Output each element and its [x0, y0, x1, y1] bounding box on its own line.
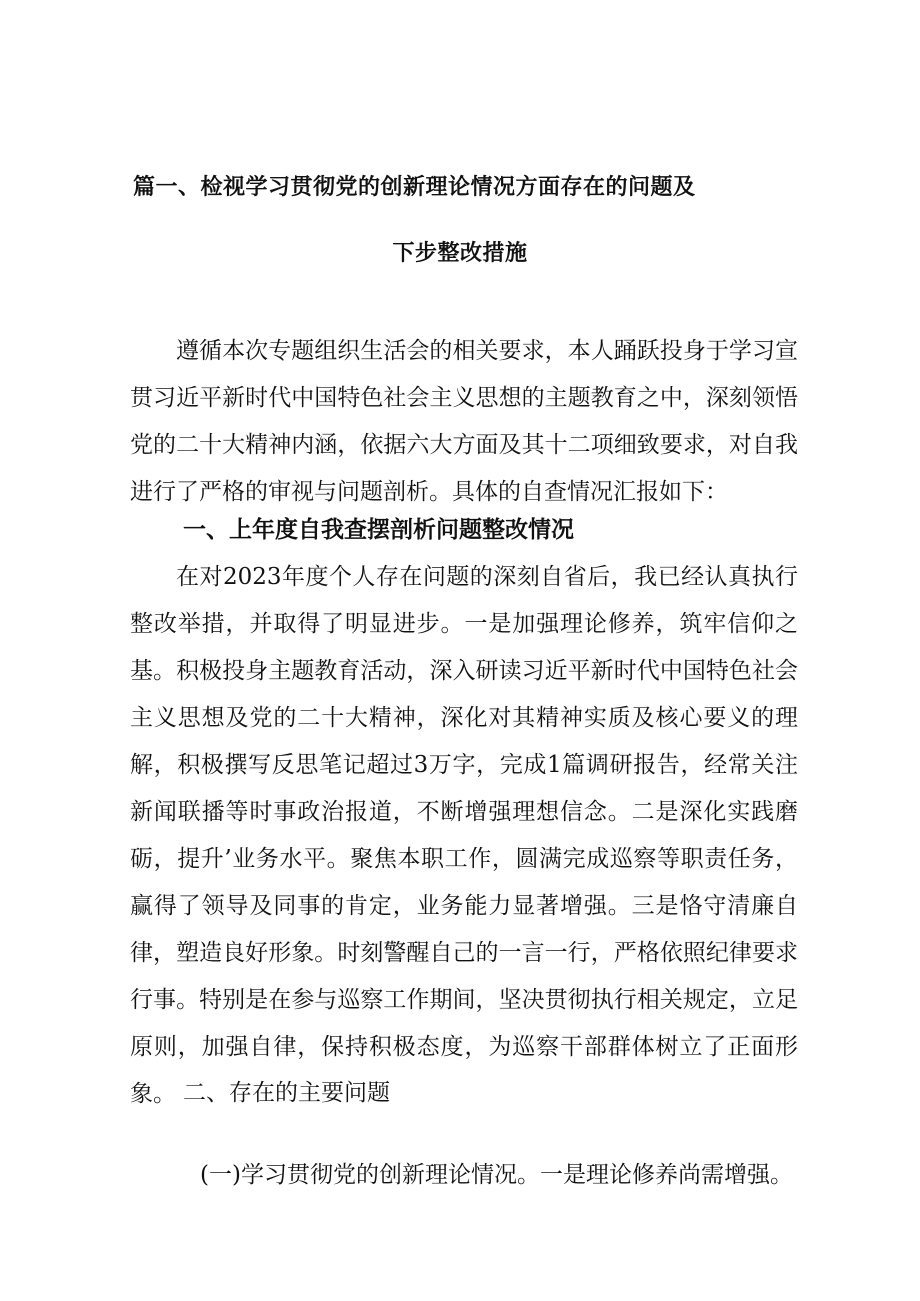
intro-paragraph: 遵循本次专题组织生活会的相关要求，本人踊跃投身于学习宣贯习近平新时代中国特色社会主义思想的主题教育之中，深刻领悟党的二十大精神内涵，依据六大方面及其十二项细致要求，对自我进行了严格的审视与问题剖析。具体的自查情况汇报如下： [130, 338, 798, 505]
section-2-paragraph: (一)学习贯彻党的创新理论情况。一是理论修养尚需增强。 [200, 1162, 793, 1188]
intro-paragraph-block [130, 328, 798, 516]
section-1-paragraph: 在对2023年度个人存在问题的深刻自省后，我已经认真执行整改举措，并取得了明显进步。一是加强理论修养，筑牢信仰之基。积极投身主题教育活动，深入研读习近平新时代中国特色社会主义思想及党的二十大精神，深化对其精神实质及核心要义的理解，积极撰写反思笔记超过3万字，完成1篇调研报告，经常关注新闻联播等时事政治报道，不断增强理想信念。二是深化实践磨砺，提升’业务水平。聚焦本职工作，圆满完成巡察等职责任务，赢得了领导及同事的肯定，业务能力显著增强。三是恪守清廉自律，塑造良好形象。时刻警醒自己的一言一行，严格依照纪律要求行事。特别是在参与巡察工作期间，坚决贯彻执行相关规定，立足原则，加强自律，保持积极态度，为巡察干部群体树立了正面形象。 [130, 564, 798, 1107]
section-2-heading: 二、存在的主要问题 [183, 1080, 390, 1106]
document-title-line-2: 下步整改措施 [392, 240, 528, 266]
document-title-line-1: 篇一、检视学习贯彻党的创新理论情况方面存在的问题及 [133, 174, 696, 200]
section-1-paragraph-block [130, 554, 798, 1118]
section-1-heading: 一、上年度自我查摆剖析问题整改情况 [183, 516, 574, 543]
